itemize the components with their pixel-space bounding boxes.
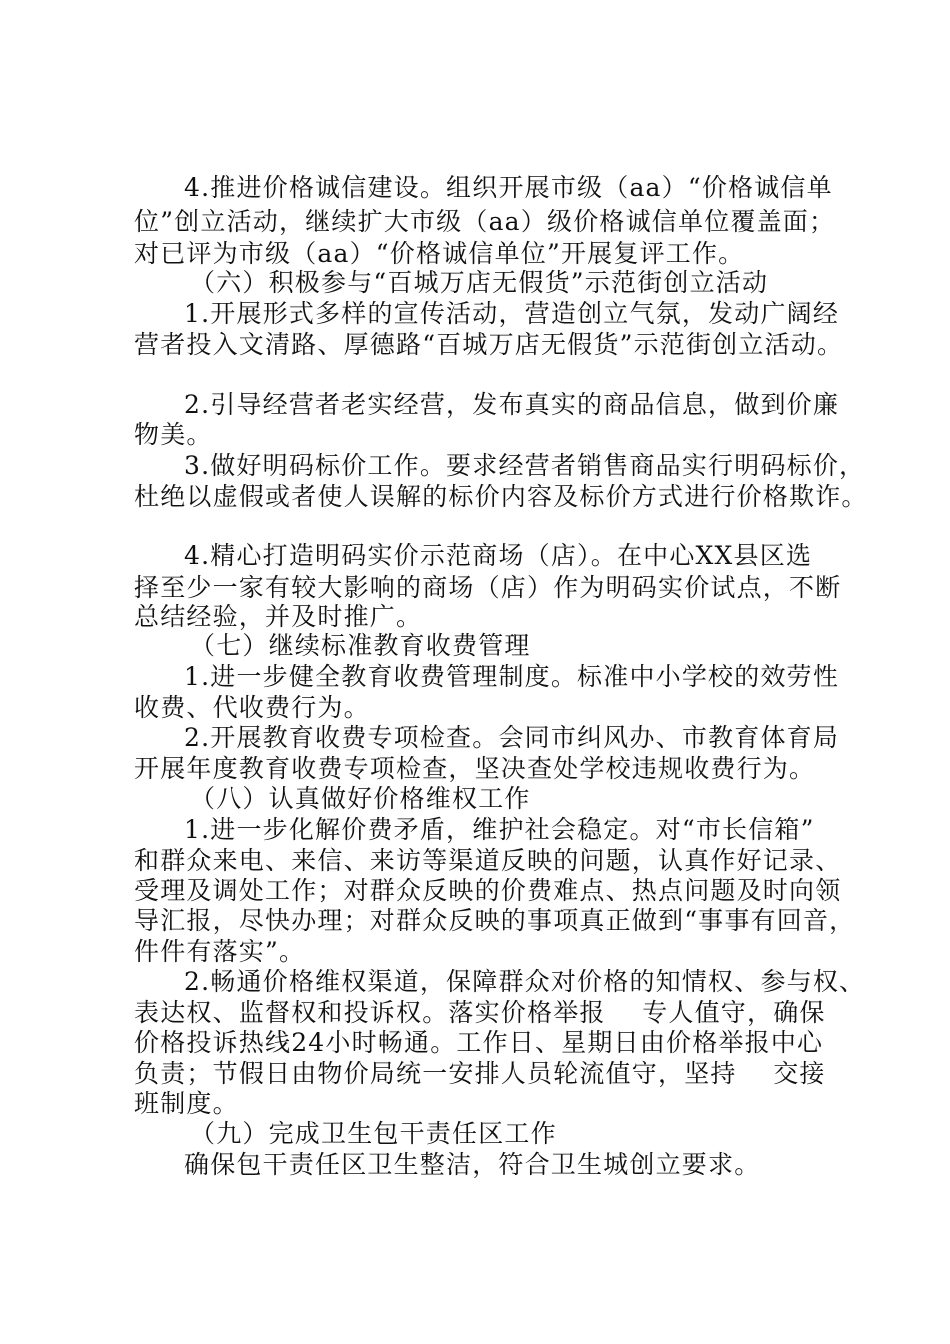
- section-heading-6: （六）积极参与“百城万店无假货”示范街创立活动: [190, 268, 769, 297]
- paragraph-line: 杜绝以虚假或者使人误解的标价内容及标价方式进行价格欺诈。: [134, 482, 868, 511]
- paragraph-line: 营者投入文清路、厚德路“百城万店无假货”示范街创立活动。: [134, 330, 844, 359]
- paragraph-line: 择至少一家有较大影响的商场（店）作为明码实价试点，不断: [134, 573, 842, 602]
- paragraph-line: 1.进一步化解价费矛盾，维护社会稳定。对“市长信箱”: [184, 815, 815, 844]
- paragraph-line: 受理及调处工作；对群众反映的价费难点、热点问题及时向领: [134, 876, 842, 905]
- paragraph-line: 位”创立活动，继续扩大市级（aa）级价格诚信单位覆盖面；: [134, 207, 836, 236]
- paragraph-line: 总结经验，并及时推广。: [134, 602, 423, 631]
- paragraph-line: 2.畅通价格维权渠道，保障群众对价格的知情权、参与权、: [184, 967, 866, 996]
- paragraph-line: 班制度。: [134, 1089, 239, 1118]
- section-heading-9: （九）完成卫生包干责任区工作: [190, 1119, 557, 1148]
- paragraph-line: 2.开展教育收费专项检查。会同市纠风办、市教育体育局: [184, 723, 840, 752]
- paragraph-line: 物美。: [134, 420, 213, 449]
- paragraph-line: 价格投诉热线24小时畅通。工作日、星期日由价格举报中心: [134, 1028, 824, 1057]
- paragraph-line: 表达权、监督权和投诉权。落实价格举报 专人值守，确保: [134, 998, 826, 1027]
- paragraph-line: 1.开展形式多样的宣传活动，营造创立气氛，发动广阔经: [184, 299, 840, 328]
- paragraph-line: 负责；节假日由物价局统一安排人员轮流值守，坚持 交接: [134, 1059, 826, 1088]
- paragraph-line: 确保包干责任区卫生整洁，符合卫生城创立要求。: [184, 1150, 761, 1179]
- paragraph-line: 2.引导经营者老实经营，发布真实的商品信息，做到价廉: [184, 390, 840, 419]
- section-heading-7: （七）继续标准教育收费管理: [190, 631, 531, 660]
- paragraph-line: 3.做好明码标价工作。要求经营者销售商品实行明码标价，: [184, 451, 866, 480]
- paragraph-line: 4.精心打造明码实价示范商场（店）。在中心XX县区选: [184, 541, 813, 570]
- paragraph-line: 和群众来电、来信、来访等渠道反映的问题，认真作好记录、: [134, 846, 842, 875]
- paragraph-line: 4.推进价格诚信建设。组织开展市级（aa）“价格诚信单: [184, 173, 833, 202]
- paragraph-line: 导汇报，尽快办理；对群众反映的事项真正做到“事事有回音，: [134, 906, 856, 935]
- paragraph-line: 1.进一步健全教育收费管理制度。标准中小学校的效劳性: [184, 662, 840, 691]
- paragraph-line: 对已评为市级（aa）“价格诚信单位”开展复评工作。: [134, 239, 745, 268]
- section-heading-8: （八）认真做好价格维权工作: [190, 784, 531, 813]
- paragraph-line: 收费、代收费行为。: [134, 693, 370, 722]
- paragraph-line: 开展年度教育收费专项检查，坚决查处学校违规收费行为。: [134, 754, 816, 783]
- paragraph-line: 件件有落实”。: [134, 937, 306, 966]
